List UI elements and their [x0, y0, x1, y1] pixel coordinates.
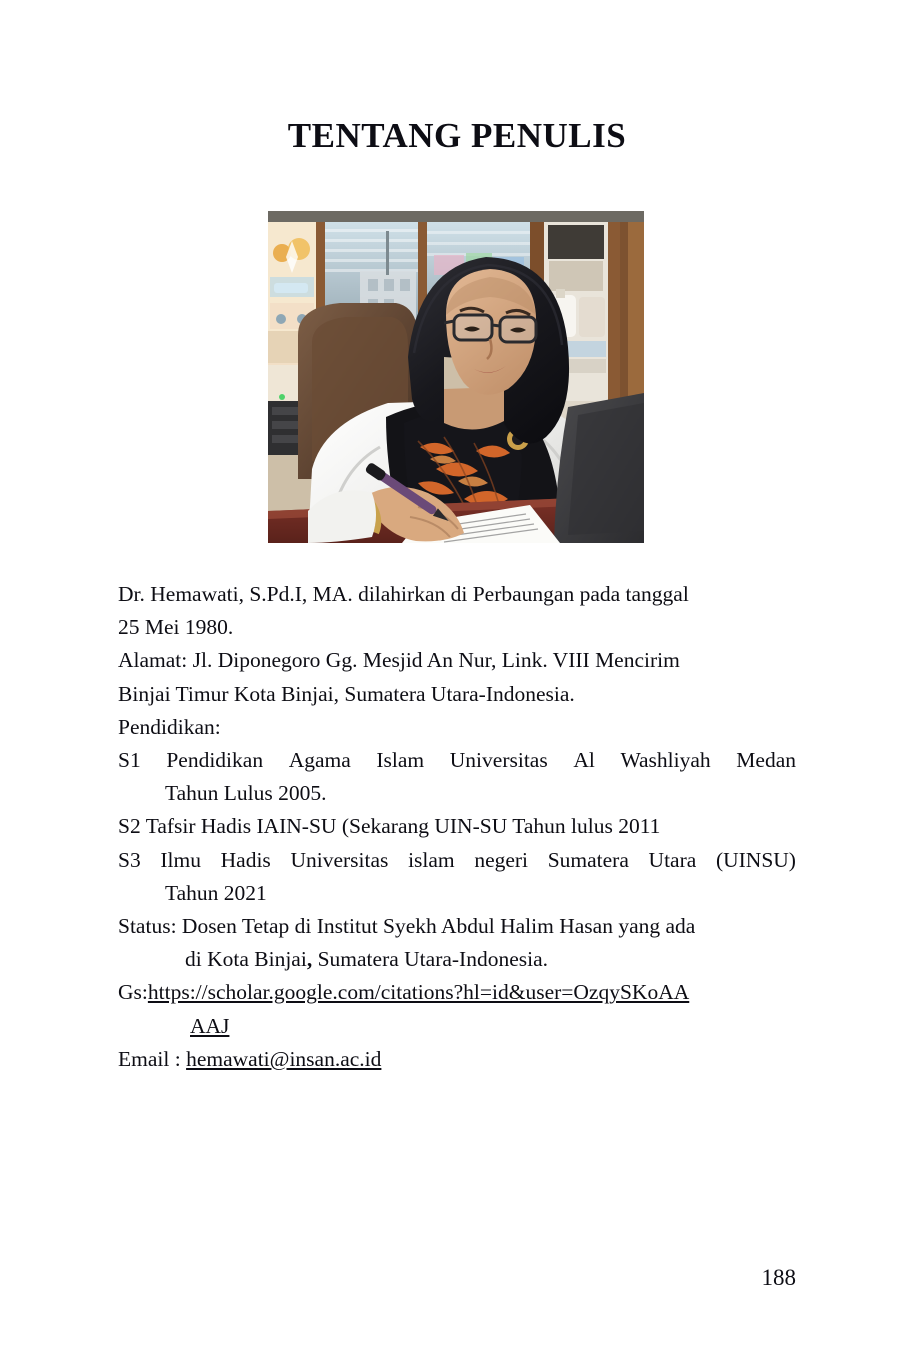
status-line-2-text-b: Sumatera Utara-Indonesia.: [312, 947, 549, 972]
scholar-line: [118, 976, 796, 1009]
education-s1-word: Washliyah: [620, 748, 711, 773]
education-s1-word: Medan: [736, 748, 796, 773]
email-link[interactable]: hemawati@insan.ac.id: [186, 1046, 382, 1071]
education-s3-word: Sumatera: [547, 847, 629, 872]
status-line-2-text-a: di Kota Binjai: [185, 947, 307, 972]
education-s3-word: islam: [408, 847, 455, 872]
education-s3-line-2: Tahun 2021: [165, 880, 267, 905]
education-s1-word: Pendidikan: [166, 748, 264, 773]
author-photo: [268, 211, 644, 543]
status-line-2-comma: ,: [306, 947, 313, 972]
scholar-url-continuation: [118, 1010, 796, 1043]
education-s1-word: S1: [118, 748, 141, 773]
education-s2-line: S2 Tafsir Hadis IAIN-SU (Sekarang UIN-SU Tahun lulus 2011: [118, 814, 661, 839]
education-s1-line-1: [118, 744, 796, 777]
scholar-label: Gs:: [118, 980, 148, 1005]
education-s1-word: Islam: [376, 748, 425, 773]
education-s3-line-1: [118, 844, 796, 877]
email-label: Email :: [118, 1046, 187, 1071]
bio-intro-line-1: Dr. Hemawati, S.Pd.I, MA. dilahirkan di Perbaungan pada tanggal: [118, 582, 689, 606]
status-line-1: Status: Dosen Tetap di Institut Syekh Abdul Halim Hasan yang ada: [118, 914, 696, 939]
email-line: [118, 1043, 796, 1076]
page-number: 188: [761, 1265, 796, 1290]
education-s1-line-2: Tahun Lulus 2005.: [165, 781, 327, 806]
education-s3-word: S3: [118, 847, 141, 872]
author-bio: [118, 578, 796, 1076]
education-s1-word: Agama: [288, 748, 351, 773]
education-heading: Pendidikan:: [118, 714, 221, 739]
education-s1-word: Universitas: [449, 748, 548, 773]
author-photo-illustration: [268, 211, 644, 543]
bio-address-line-2: Binjai Timur Kota Binjai, Sumatera Utara-Indonesia.: [118, 681, 575, 706]
education-s1-word: Al: [573, 748, 595, 773]
education-s3-word: (UINSU): [715, 847, 796, 872]
bio-address-line-1: Alamat: Jl. Diponegoro Gg. Mesjid An Nur, Link. VIII Mencirim: [118, 648, 680, 673]
education-s3-word: negeri: [474, 847, 529, 872]
education-s3-word: Ilmu: [160, 847, 201, 872]
education-s3-word: Hadis: [220, 847, 271, 872]
page-title: TENTANG PENULIS: [287, 116, 627, 155]
education-s3-word: Utara: [648, 847, 697, 872]
status-line-2: [118, 943, 796, 976]
education-s3-word: Universitas: [290, 847, 389, 872]
scholar-url-link[interactable]: https://scholar.google.com/citations?hl=id&user=OzqySKoAA: [147, 980, 690, 1005]
bio-intro-line-2: 25 Mei 1980.: [118, 615, 234, 640]
scholar-url-link-continued[interactable]: AAJ: [190, 1013, 230, 1038]
